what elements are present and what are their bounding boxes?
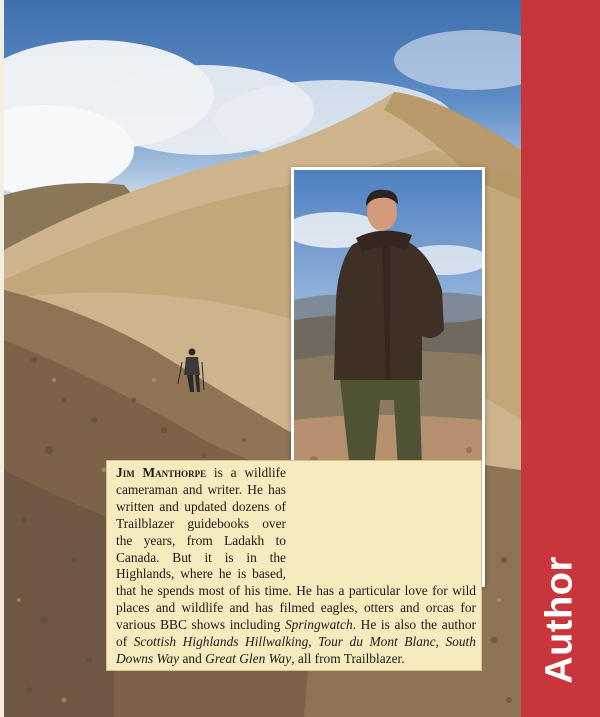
author-bio-text bbox=[116, 465, 476, 668]
book-title-3: South Downs Way bbox=[116, 634, 476, 666]
book-title-4: Great Glen Way bbox=[205, 650, 292, 666]
bio-mid: . He is also the author of bbox=[116, 617, 476, 650]
bio-wrap-spacer bbox=[286, 465, 476, 583]
bio-separator-1: , bbox=[308, 634, 319, 650]
show-title: Springwatch bbox=[284, 617, 353, 633]
section-title: Author bbox=[538, 556, 581, 684]
bio-separator-3: and bbox=[179, 650, 206, 666]
author-name: Jim Manthorpe bbox=[116, 465, 207, 480]
bio-outro: , all from Trailblazer. bbox=[291, 650, 405, 666]
bio-separator-2: , bbox=[435, 634, 446, 650]
bio-intro: is a wildlife cameraman and writer. He has written and updated dozens of Trailblazer guidebooks over the years, from Ladakh to Canada. But it is in the Highlands, where he is based, that he spends most of his time. He has a particular love for wild places and wildlife and has filmed eagles, otters and orcas for various BBC shows including bbox=[116, 465, 476, 633]
book-title-2: Tour du Mont Blanc bbox=[318, 634, 436, 650]
book-title-1: Scottish Highlands Hillwalking bbox=[133, 634, 309, 650]
